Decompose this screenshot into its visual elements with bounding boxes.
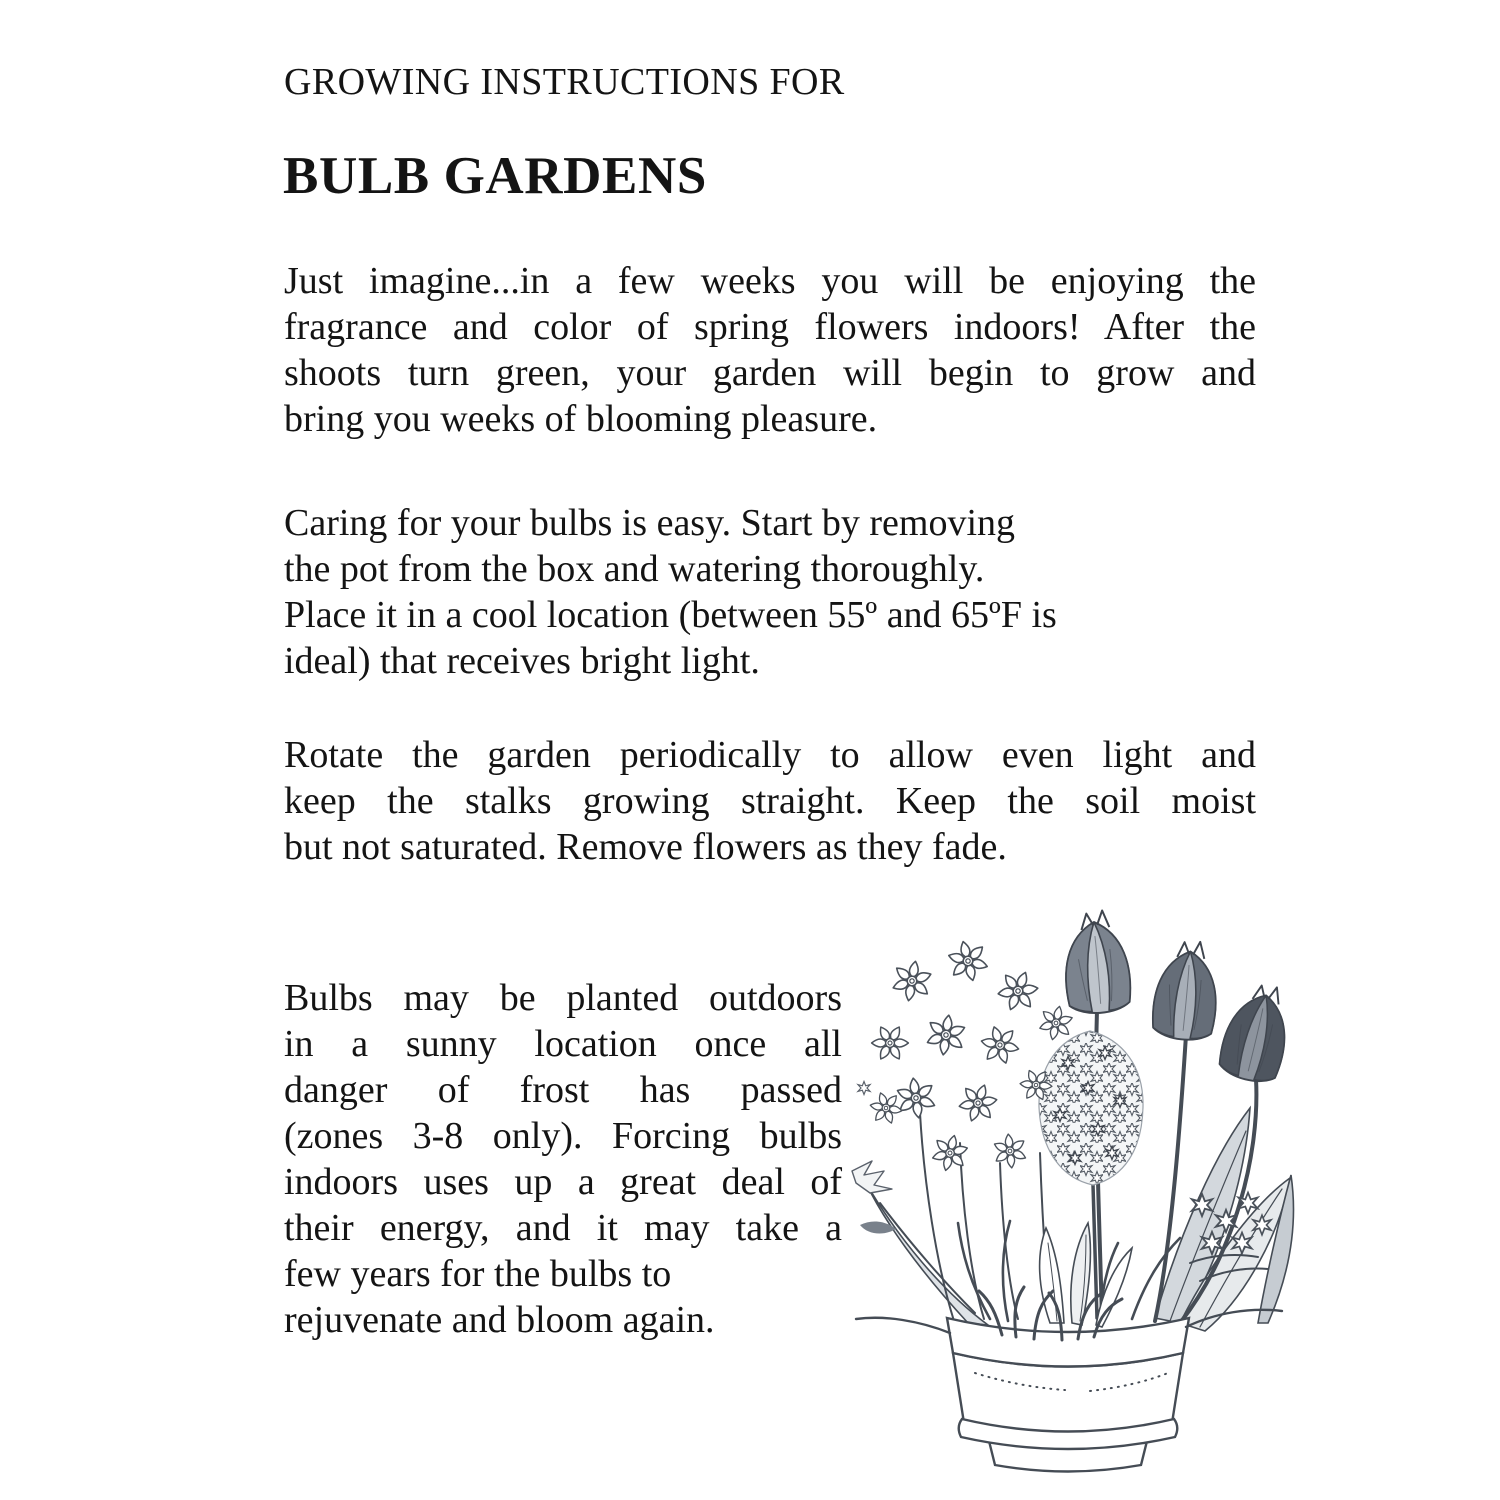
text-line: Bulbs may be planted outdoors: [284, 977, 842, 1019]
daffodils-drawing: [864, 937, 1076, 1175]
bulb-garden-illustration: [850, 903, 1320, 1478]
text-line: in a sunny location once all: [284, 1023, 842, 1065]
document-title: BULB GARDENS: [283, 147, 707, 205]
text-line: Caring for your bulbs is easy. Start by removing: [284, 502, 1016, 544]
text-line: but not saturated. Remove flowers as they fade.: [284, 826, 1007, 868]
paragraph-intro: [284, 258, 1256, 442]
text-line: indoors uses up a great deal of: [284, 1161, 842, 1203]
text-line: keep the stalks growing straight. Keep the soil moist: [284, 780, 1256, 822]
paragraph-care: [284, 500, 1256, 684]
text-line: Just imagine...in a few weeks you will be enjoying the: [284, 260, 1256, 302]
terracotta-pot-drawing: [947, 1318, 1189, 1472]
paragraph-outdoors: [284, 975, 842, 1343]
text-line: shoots turn green, your garden will begin to grow and: [284, 352, 1256, 394]
text-line: danger of frost has passed: [284, 1069, 842, 1111]
text-line: few years for the bulbs to: [284, 1253, 672, 1295]
text-line: their energy, and it may take a: [284, 1207, 842, 1249]
document-kicker: GROWING INSTRUCTIONS FOR: [284, 61, 845, 103]
text-line: the pot from the box and watering thoroughly.: [284, 548, 985, 590]
text-line: (zones 3-8 only). Forcing bulbs: [284, 1115, 842, 1157]
text-line: bring you weeks of blooming pleasure.: [284, 398, 878, 440]
paragraph-rotate: [284, 732, 1256, 870]
bulb-garden-sketch: [850, 903, 1320, 1478]
text-line: Rotate the garden periodically to allow even light and: [284, 734, 1256, 776]
text-line: rejuvenate and bloom again.: [284, 1299, 715, 1341]
text-line: Place it in a cool location (between 55º and 65ºF is: [284, 594, 1057, 636]
text-line: fragrance and color of spring flowers indoors! After the: [284, 306, 1256, 348]
text-line: ideal) that receives bright light.: [284, 640, 760, 682]
